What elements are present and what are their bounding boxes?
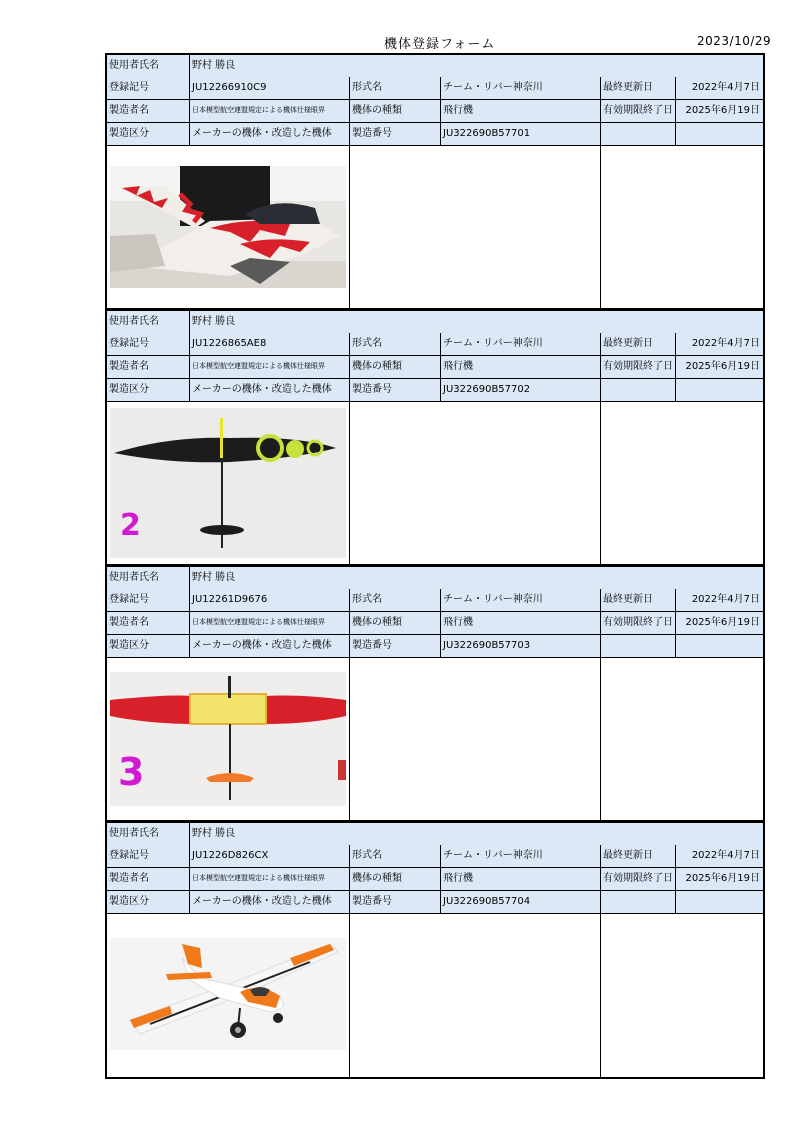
aircraft-photo [110,408,346,558]
aircraft-type-label: 機体の種類 [350,868,441,890]
serial-no-label: 製造番号 [350,379,441,401]
reg-row [107,77,763,100]
expiry-value: 2025年6月19日 [676,100,763,122]
manufacturer-label: 製造者名 [107,356,190,378]
page-title: 機体登録フォーム [384,37,496,52]
aircraft-type-label: 機体の種類 [350,356,441,378]
aircraft-photo [110,672,346,806]
aircraft-type-label: 機体の種類 [350,100,441,122]
manufacturer-value: 日本模型航空連盟規定による機体仕様眼界 [190,868,350,890]
aircraft-record-1 [105,53,765,310]
black-glider-image [110,408,346,558]
blank-cell [676,123,763,145]
last-update-label: 最終更新日 [601,845,676,867]
user-name-label: 使用者氏名 [107,311,190,333]
reg-row [107,333,763,356]
aircraft-photo [110,938,346,1050]
last-update-value: 2022年4月7日 [676,77,763,99]
orange-trainer-airplane-image [110,938,346,1050]
reg-no-value: JU12266910C9 [190,77,350,99]
model-name-value: チーム・リバー神奈川 [441,77,601,99]
manufacturer-row [107,356,763,379]
blank-cell [601,123,676,145]
user-name-row [107,55,763,78]
photo-cell [107,146,350,308]
serial-no-value: JU322690B57702 [441,379,601,401]
mfg-class-label: 製造区分 [107,379,190,401]
empty-cell [601,402,763,564]
blank-cell [676,635,763,657]
user-name-label: 使用者氏名 [107,55,190,77]
manufacturer-label: 製造者名 [107,868,190,890]
expiry-value: 2025年6月19日 [676,356,763,378]
empty-cell [350,658,601,820]
user-name-label: 使用者氏名 [107,823,190,845]
expiry-label: 有効期限終了日 [601,100,676,122]
user-name-row [107,823,763,846]
last-update-value: 2022年4月7日 [676,589,763,611]
model-name-value: チーム・リバー神奈川 [441,333,601,355]
empty-cell [350,402,601,564]
aircraft-photo [110,166,346,288]
user-name-value: 野村 勝良 [190,567,763,589]
reg-no-label: 登録記号 [107,589,190,611]
last-update-label: 最終更新日 [601,589,676,611]
manufacturer-row [107,612,763,635]
last-update-value: 2022年4月7日 [676,333,763,355]
blank-cell [676,379,763,401]
mfg-class-value: メーカーの機体・改造した機体 [190,635,350,657]
reg-no-value: JU1226D826CX [190,845,350,867]
model-name-label: 形式名 [350,333,441,355]
aircraft-type-value: 飛行機 [441,612,601,634]
user-name-value: 野村 勝良 [190,823,763,845]
page-date: 2023/10/29 [697,34,772,48]
blank-cell [676,891,763,913]
photo-cell [107,402,350,564]
photo-number-label: 3 [118,750,145,794]
aircraft-type-label: 機体の種類 [350,612,441,634]
serial-no-value: JU322690B57703 [441,635,601,657]
blank-cell [601,891,676,913]
manufacturer-value: 日本模型航空連盟規定による機体仕様眼界 [190,612,350,634]
user-name-row [107,311,763,334]
aircraft-record-2 [105,309,765,566]
class-row [107,891,763,914]
class-row [107,379,763,402]
empty-cell [601,914,763,1077]
user-name-label: 使用者氏名 [107,567,190,589]
serial-no-value: JU322690B57701 [441,123,601,145]
manufacturer-label: 製造者名 [107,100,190,122]
aircraft-record-4 [105,821,765,1079]
class-row [107,123,763,146]
aircraft-type-value: 飛行機 [441,868,601,890]
reg-row [107,845,763,868]
manufacturer-row [107,868,763,891]
photo-cell [107,914,350,1077]
model-name-label: 形式名 [350,589,441,611]
empty-cell [350,146,601,308]
manufacturer-value: 日本模型航空連盟規定による機体仕様眼界 [190,356,350,378]
expiry-value: 2025年6月19日 [676,868,763,890]
aircraft-type-value: 飛行機 [441,100,601,122]
expiry-label: 有効期限終了日 [601,356,676,378]
empty-cell [601,146,763,308]
reg-no-label: 登録記号 [107,845,190,867]
model-name-label: 形式名 [350,77,441,99]
blank-cell [601,379,676,401]
expiry-value: 2025年6月19日 [676,612,763,634]
mfg-class-label: 製造区分 [107,635,190,657]
user-name-value: 野村 勝良 [190,55,763,77]
aircraft-record-3 [105,565,765,822]
mfg-class-value: メーカーの機体・改造した機体 [190,891,350,913]
blank-cell [601,635,676,657]
expiry-label: 有効期限終了日 [601,612,676,634]
reg-no-value: JU12261D9676 [190,589,350,611]
mfg-class-label: 製造区分 [107,123,190,145]
empty-cell [350,914,601,1077]
reg-no-value: JU1226865AE8 [190,333,350,355]
last-update-label: 最終更新日 [601,333,676,355]
serial-no-label: 製造番号 [350,635,441,657]
user-name-value: 野村 勝良 [190,311,763,333]
last-update-label: 最終更新日 [601,77,676,99]
model-name-value: チーム・リバー神奈川 [441,845,601,867]
serial-no-label: 製造番号 [350,123,441,145]
class-row [107,635,763,658]
red-yellow-glider-image [110,672,346,806]
empty-cell [601,658,763,820]
mfg-class-value: メーカーの機体・改造した機体 [190,379,350,401]
manufacturer-label: 製造者名 [107,612,190,634]
reg-row [107,589,763,612]
expiry-label: 有効期限終了日 [601,868,676,890]
mfg-class-value: メーカーの機体・改造した機体 [190,123,350,145]
photo-cell [107,658,350,820]
model-name-value: チーム・リバー神奈川 [441,589,601,611]
user-name-row [107,567,763,590]
last-update-value: 2022年4月7日 [676,845,763,867]
model-name-label: 形式名 [350,845,441,867]
reg-no-label: 登録記号 [107,333,190,355]
mfg-class-label: 製造区分 [107,891,190,913]
aircraft-type-value: 飛行機 [441,356,601,378]
photo-number-label: 2 [120,508,141,543]
manufacturer-value: 日本模型航空連盟規定による機体仕様眼界 [190,100,350,122]
reg-no-label: 登録記号 [107,77,190,99]
red-white-jet-image [110,166,346,288]
serial-no-label: 製造番号 [350,891,441,913]
manufacturer-row [107,100,763,123]
serial-no-value: JU322690B57704 [441,891,601,913]
